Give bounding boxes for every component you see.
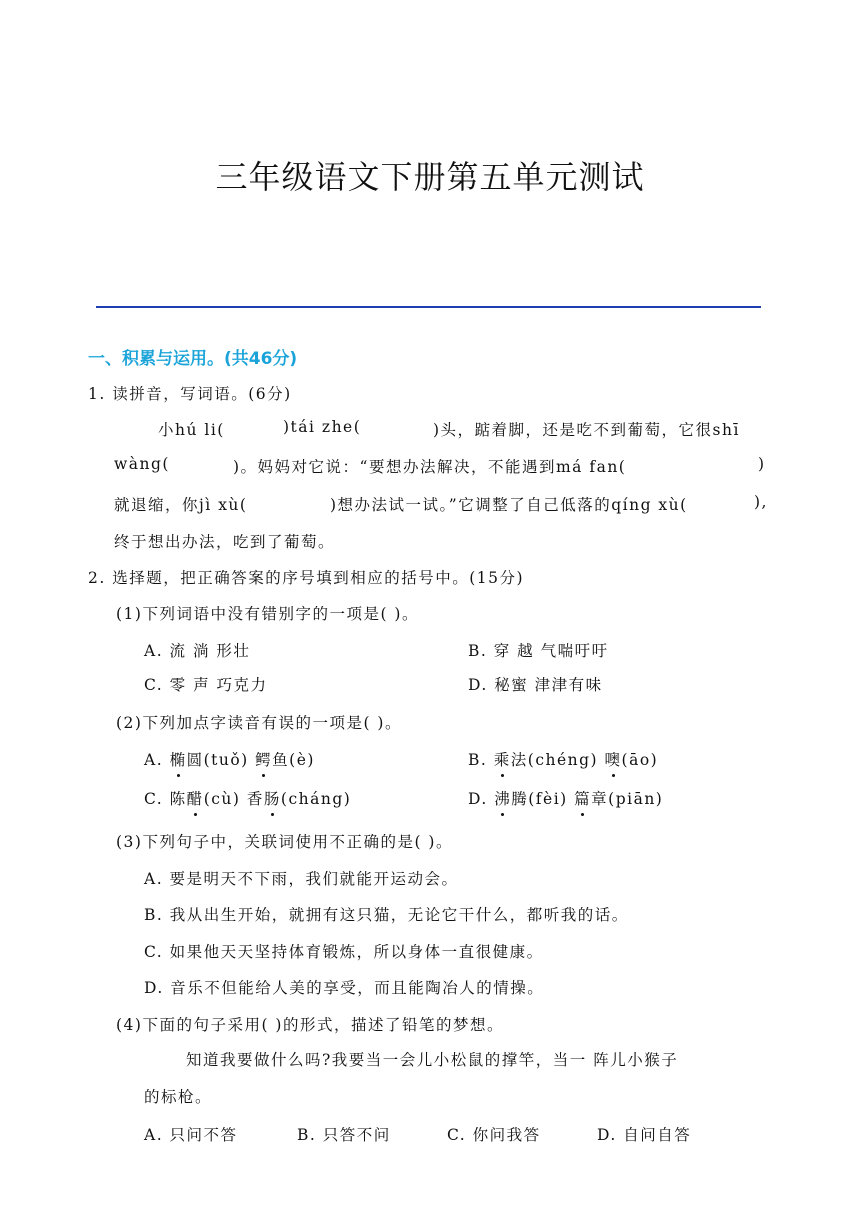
sub-question-4-option-d: D. 自问自答 <box>597 1126 692 1144</box>
sub-question-2-option-d <box>468 787 663 809</box>
option-prefix: C. 陈 <box>144 790 187 808</box>
sub-question-3-option-d: D. 音乐不但能给人美的享受，而且能陶冶人的情操。 <box>144 979 545 997</box>
q1-line-3-part-a: 就退缩，你jì xù( <box>114 496 248 514</box>
dotted-character: 篇 <box>574 787 591 809</box>
option-text: 圆(tuǒ) <box>186 751 256 769</box>
q1-line-3-part-c: ), <box>754 493 768 511</box>
option-prefix: B. <box>468 751 494 769</box>
sub-question-2-option-c <box>144 787 351 809</box>
option-text: 法(chéng) <box>510 751 605 769</box>
sub-question-4-passage-line-1: 知道我要做什么吗?我要当一会儿小松鼠的撑竿，当一 阵儿小猴子 <box>186 1051 679 1069</box>
dotted-character: 醋 <box>187 787 204 809</box>
q1-line-1-part-a: 小hú li( <box>158 421 225 439</box>
q1-line-3-part-b: )想办法试一试。”它调整了自己低落的qíng xù( <box>330 496 688 514</box>
option-text: (cù) 香 <box>203 790 264 808</box>
option-text: (cháng) <box>280 790 352 808</box>
option-text: 腾(fèi) <box>511 790 575 808</box>
sub-question-4-passage-line-2: 的标枪。 <box>144 1088 213 1106</box>
question-1-stem: 1. 读拼音，写词语。(6分) <box>88 385 292 403</box>
q1-line-2-part-a: wàng( <box>114 455 170 473</box>
q1-line-2-part-c: ) <box>758 455 766 473</box>
sub-question-3-option-b: B. 我从出生开始，就拥有这只猫，无论它干什么，都听我的话。 <box>144 906 629 924</box>
option-prefix: A. <box>144 751 170 769</box>
sub-question-1-option-a: A. 流 淌 形壮 <box>144 642 251 660</box>
sub-question-3-stem: (3)下列句子中，关联词使用不正确的是( )。 <box>116 833 453 851</box>
sub-question-1-option-c: C. 零 声 巧克力 <box>144 676 268 694</box>
dotted-character: 肠 <box>264 787 281 809</box>
dotted-character: 鳄 <box>255 748 272 770</box>
title-divider <box>96 306 761 308</box>
dotted-character: 噢 <box>605 748 622 770</box>
dotted-character: 乘 <box>494 748 511 770</box>
sub-question-1-stem: (1)下列词语中没有错别字的一项是( )。 <box>116 605 419 623</box>
option-prefix: D. <box>468 790 495 808</box>
q1-line-4: 终于想出办法，吃到了葡萄。 <box>114 533 336 551</box>
sub-question-2-stem: (2)下列加点字读音有误的一项是( )。 <box>116 714 402 732</box>
sub-question-4-stem: (4)下面的句子采用( )的形式，描述了铅笔的梦想。 <box>116 1016 504 1034</box>
sub-question-1-option-d: D. 秘蜜 津津有味 <box>468 676 603 694</box>
option-text: 鱼(è) <box>272 751 315 769</box>
question-2-stem: 2. 选择题，把正确答案的序号填到相应的括号中。(15分) <box>88 569 525 587</box>
option-text: (āo) <box>621 751 659 769</box>
option-text: 章(piān) <box>591 790 664 808</box>
sub-question-4-option-b: B. 只答不问 <box>297 1126 391 1144</box>
sub-question-3-option-a: A. 要是明天不下雨，我们就能开运动会。 <box>144 870 459 888</box>
page-title: 三年级语文下册第五单元测试 <box>215 158 645 196</box>
sub-question-2-option-b <box>468 748 658 770</box>
dotted-character: 椭 <box>170 748 187 770</box>
section-heading: 一、积累与运用。(共46分) <box>88 349 298 369</box>
sub-question-3-option-c: C. 如果他天天坚持体育锻炼，所以身体一直很健康。 <box>144 943 544 961</box>
sub-question-2-option-a <box>144 748 315 770</box>
sub-question-4-option-c: C. 你问我答 <box>447 1126 541 1144</box>
q1-line-2-part-b: )。妈妈对它说：“要想办法解决，不能遇到má fan( <box>233 458 627 476</box>
sub-question-1-option-b: B. 穿 越 气喘吁吁 <box>468 642 609 660</box>
q1-line-1-part-c: )头，踮着脚，还是吃不到葡萄，它很shī <box>433 421 740 439</box>
sub-question-4-option-a: A. 只问不答 <box>144 1126 238 1144</box>
q1-line-1-part-b: )tái zhe( <box>283 418 362 436</box>
dotted-character: 沸 <box>494 787 511 809</box>
